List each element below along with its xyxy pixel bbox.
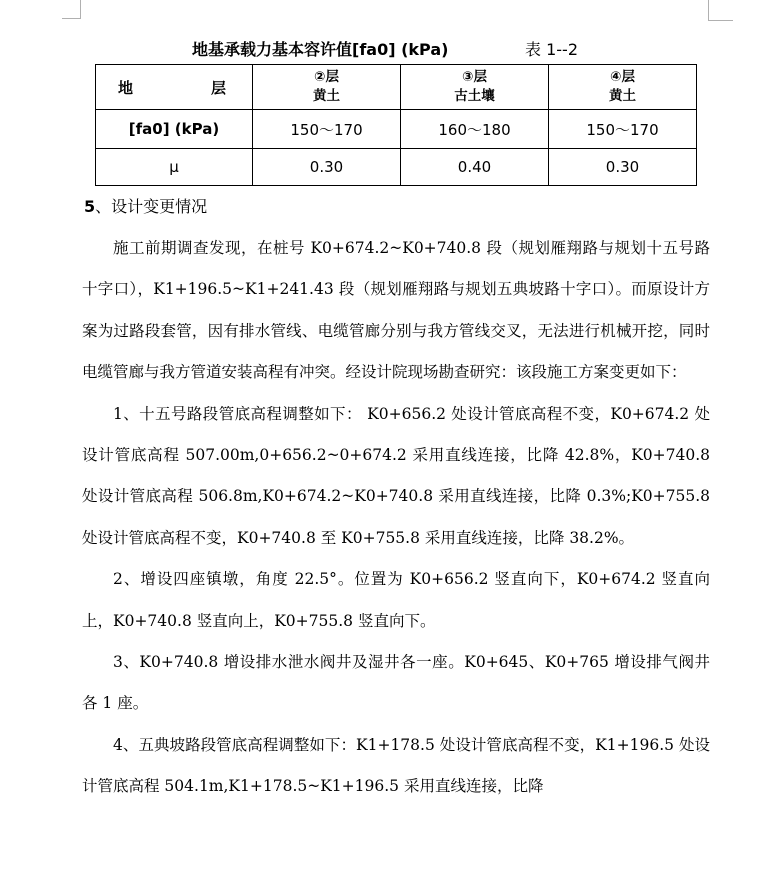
layer-number: ②层 — [314, 69, 339, 85]
column-header-layer-3 — [401, 65, 549, 110]
column-header-layer-4 — [549, 65, 697, 110]
row-label: [fa0] (kPa) — [96, 110, 253, 149]
table-cell: 0.40 — [401, 149, 549, 186]
section-number: 5 — [84, 197, 96, 216]
paragraph: 施工前期调查发现，在桩号 K0+674.2~K0+740.8 段（规划雁翔路与规划十五号路十字口），K1+196.5~K1+241.43 段（规划雁翔路与规划五典坡路十字口）。而原设计方案为过路段套管，因有排水管线、电缆管廊分别与我方管线交叉，无法进行机械开挖，同时电缆管廊与我方管道安装高程有冲突。经设计院现场勘查研究：该段施工方案变更如下： — [82, 239, 710, 382]
layer-label-b: 层 — [210, 78, 226, 97]
soil-type: 古土壤 — [454, 88, 495, 104]
bearing-capacity-table — [95, 64, 697, 186]
table-row — [96, 110, 697, 149]
table-cell: 150～170 — [253, 110, 401, 149]
layer-header-cell — [96, 65, 253, 110]
soil-type: 黄土 — [313, 88, 340, 104]
table-cell: 0.30 — [549, 149, 697, 186]
section-title: 、设计变更情况 — [95, 197, 208, 216]
layer-label-a: 地 — [118, 78, 134, 97]
table-cell: 160～180 — [401, 110, 549, 149]
document-body — [82, 228, 710, 808]
row-label: μ — [96, 149, 253, 186]
table-caption — [0, 38, 775, 62]
section-heading — [84, 196, 207, 218]
table-header-row — [96, 65, 697, 110]
crop-mark-top-right — [708, 0, 733, 21]
table-cell: 0.30 — [253, 149, 401, 186]
paragraph: 3、K0+740.8 增设排水泄水阀井及湿井各一座。K0+645、K0+765 增设排气阀井各 1 座。 — [82, 653, 710, 713]
paragraph: 2、增设四座镇墩，角度 22.5°。位置为 K0+656.2 竖直向下，K0+674.2 竖直向上，K0+740.8 竖直向上，K0+755.8 竖直向下。 — [82, 570, 710, 630]
column-header-layer-2 — [253, 65, 401, 110]
crop-mark-top-left — [62, 0, 81, 19]
layer-number: ③层 — [462, 69, 487, 85]
paragraph: 1、十五号路段管底高程调整如下： K0+656.2 处设计管底高程不变，K0+674.2 处设计管底高程 507.00m,0+656.2~0+674.2 采用直线连接，比降 42.8%，K0+740.8 处设计管底高程 506.8m,K0+674.2~K0+740.8 采用直线连接，比降 0.3%;K0+755.8 处设计管底高程不变，K0+740.8 至 K0+755.8 采用直线连接，比降 38.2%。 — [82, 404, 710, 547]
table-cell: 150～170 — [549, 110, 697, 149]
table-number: 表 1--2 — [525, 40, 578, 59]
table-row — [96, 149, 697, 186]
paragraph: 4、五典坡路段管底高程调整如下：K1+178.5 处设计管底高程不变，K1+196.5 处设计管底高程 504.1m,K1+178.5~K1+196.5 采用直线连接，比降 — [82, 735, 710, 796]
layer-number: ④层 — [610, 69, 635, 85]
soil-type: 黄土 — [609, 88, 636, 104]
table-title: 地基承载力基本容许值[fa0] (kPa) — [192, 40, 449, 59]
